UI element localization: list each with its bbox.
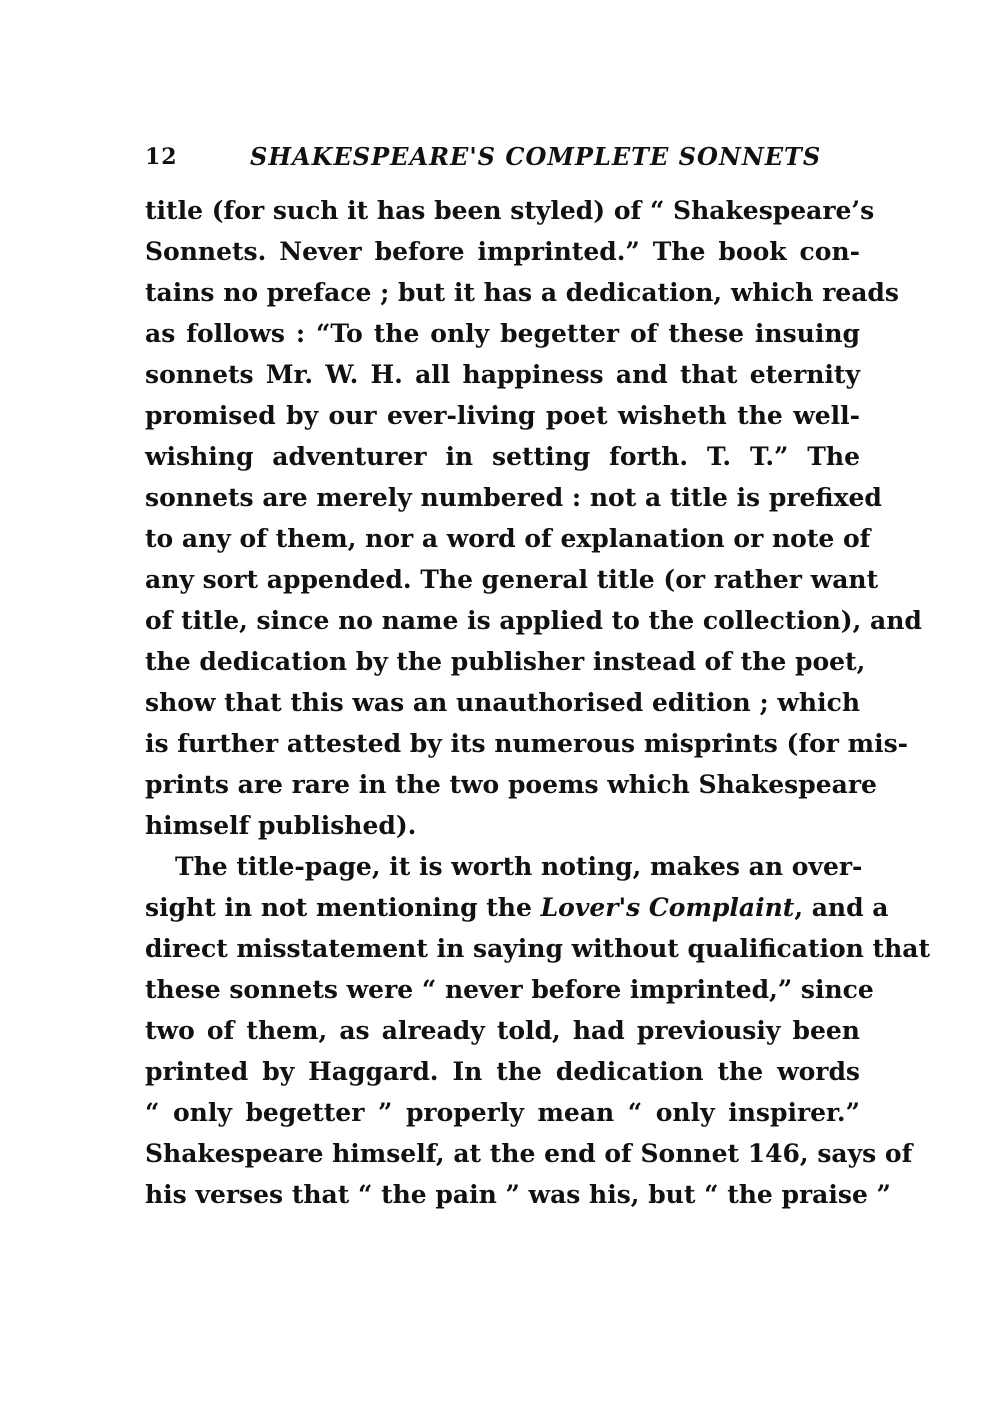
text-line: Sonnets. Never before imprinted.” The book con- [145,237,860,266]
text-line: sonnets are merely numbered : not a title is prefixed [145,483,882,512]
text-line: two of them, as already told, had previousiy been [145,1016,860,1045]
text-line: printed by Haggard. In the dedication the words [145,1057,860,1086]
text-line: to any of them, nor a word of explanation or note of [145,524,871,553]
text-line: show that this was an unauthorised edition ; which [145,688,860,717]
paragraph-1 [145,190,922,846]
text-fragment: , and a [794,893,889,922]
text-line: prints are rare in the two poems which Shakespeare [145,770,877,799]
text-line: is further attested by its numerous misprints (for mis- [145,729,909,758]
text-line: wishing adventurer in setting forth. T. T.” The [145,442,860,471]
text-line: promised by our ever-living poet wisheth the well- [145,401,860,430]
text-line: Shakespeare himself, at the end of Sonnet 146, says of [145,1139,913,1168]
text-line: “ only begetter ” properly mean “ only inspirer.” [145,1098,860,1127]
text-line: these sonnets were “ never before imprinted,” since [145,975,874,1004]
text-line: of title, since no name is applied to the collection), and [145,606,922,635]
text-line: the dedication by the publisher instead of the poet, [145,647,866,676]
text-line: direct misstatement in saying without qualification that [145,934,931,963]
text-line: sonnets Mr. W. H. all happiness and that eternity [145,360,860,389]
paragraph-2 [145,846,931,1215]
text-line: as follows : “To the only begetter of these insuing [145,319,860,348]
page-number: 12 [145,144,178,170]
work-title: Lover's Complaint [540,893,795,922]
running-head [145,140,860,180]
text-line: tains no preface ; but it has a dedication, which reads [145,278,899,307]
body-text [145,190,931,1215]
text-line: The title-page, it is worth noting, makes an over- [175,852,863,881]
text-line [145,887,889,928]
text-fragment: sight in not mentioning the [145,893,541,922]
book-page [145,140,931,1215]
text-line: any sort appended. The general title (or rather want [145,565,879,594]
text-line: himself published). [145,811,417,840]
text-line: title (for such it has been styled) of “ Shakespeare’s [145,196,875,225]
text-line: his verses that “ the pain ” was his, but “ the praise ” [145,1180,891,1209]
running-title: SHAKESPEARE'S COMPLETE SONNETS [250,142,822,171]
